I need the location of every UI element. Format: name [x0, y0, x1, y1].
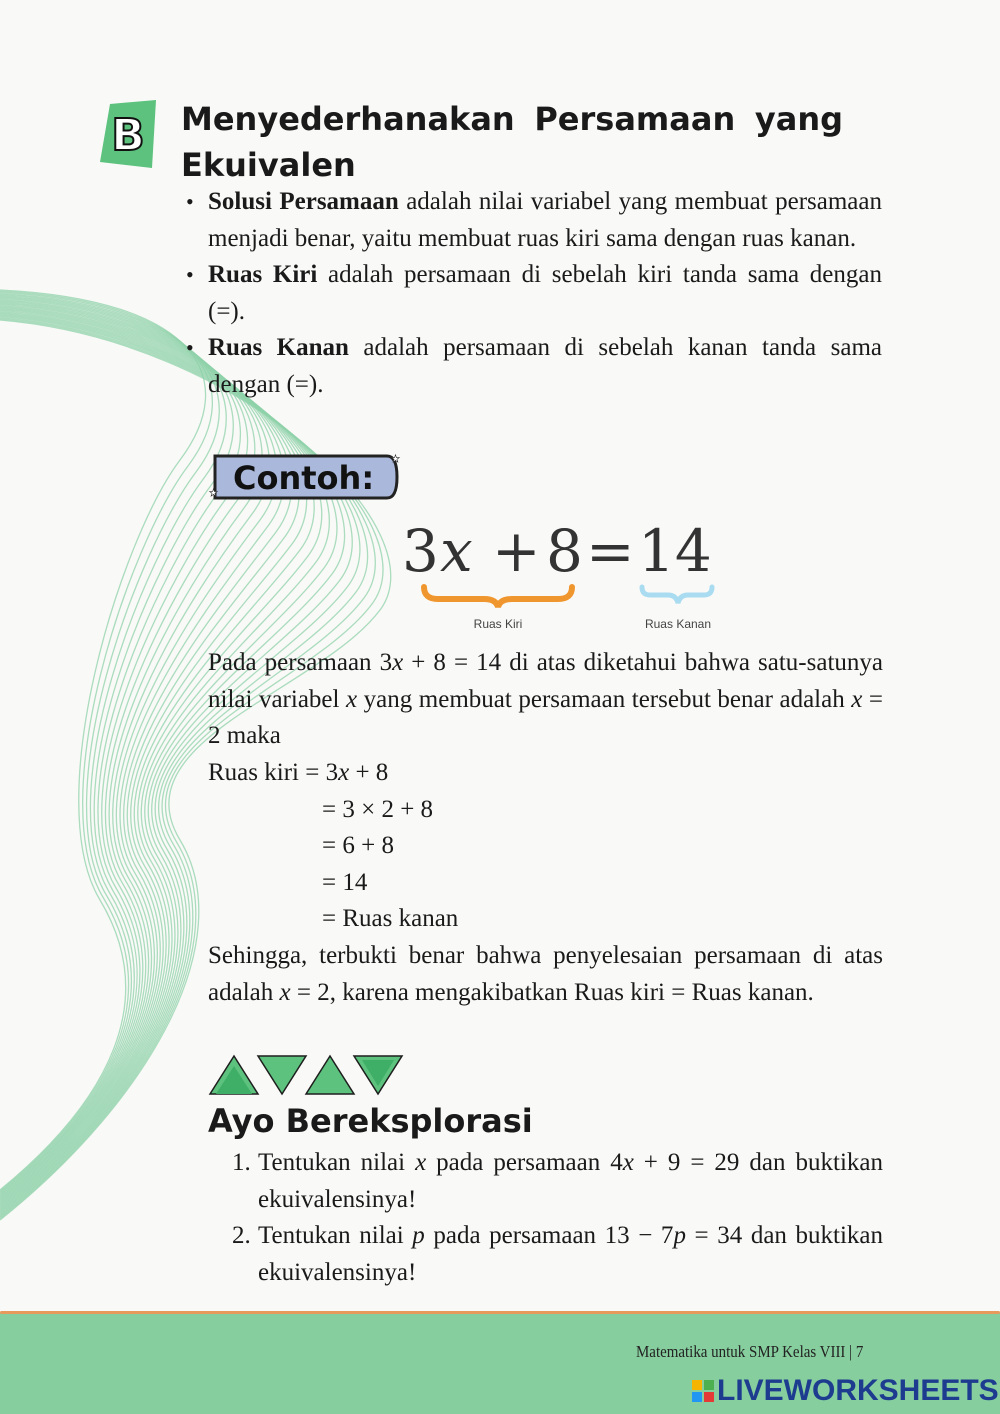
task-item	[232, 1145, 883, 1218]
left-brace	[424, 587, 572, 607]
triangles-decoration	[208, 1054, 404, 1096]
calculation-steps	[208, 755, 458, 938]
calc-row	[208, 755, 458, 792]
text-run: pada persamaan 4	[426, 1149, 623, 1176]
liveworksheets-logo[interactable]	[692, 1374, 999, 1408]
text-run: + 8 = 14 di atas diketahui bahwa satu-satunya nilai variabel	[208, 649, 883, 713]
definition-term: Ruas Kanan	[208, 334, 349, 361]
variable: x	[622, 1149, 634, 1176]
task-item	[232, 1218, 883, 1291]
variable: x	[346, 685, 358, 713]
definition-text: adalah persamaan di sebelah kiri tanda sama dengan (=).	[208, 261, 882, 325]
variable: x	[392, 649, 404, 676]
variable: x	[338, 759, 350, 786]
variable: p	[673, 1222, 686, 1249]
brand-name: LIVEWORKSHEETS	[717, 1374, 999, 1407]
example-label: Contoh:	[233, 459, 375, 497]
equation-plus: +	[492, 517, 541, 585]
calc-row: = Ruas kanan	[322, 905, 459, 932]
text-run: = 2 maka	[208, 685, 883, 749]
text-run: + 8	[349, 759, 389, 786]
calc-row: = 3 × 2 + 8	[322, 795, 434, 823]
text-run: Tentukan nilai	[258, 1149, 416, 1176]
task-number: 2.	[232, 1222, 251, 1249]
example-equation	[400, 515, 730, 635]
text-run: pada persamaan 13 − 7	[424, 1222, 674, 1249]
definition-text: adalah nilai variabel yang membuat persamaan menjadi benar, yaitu membuat ruas kiri sama dengan ruas kanan.	[208, 188, 882, 252]
section-letter: B	[111, 110, 145, 161]
variable: x	[415, 1149, 427, 1176]
definition-term: Solusi Persamaan	[208, 188, 399, 215]
variable: x	[279, 978, 291, 1006]
equation-right: 14	[638, 517, 712, 585]
heading-line2: Ekuivalen	[181, 146, 356, 184]
star-icon: ★	[209, 488, 218, 499]
definition-item	[186, 257, 882, 330]
text-run: Sehingga, terbukti benar bahwa penyelesaian persamaan di atas adalah	[208, 942, 883, 1006]
definition-item	[186, 184, 882, 257]
text-run: Tentukan nilai	[258, 1222, 413, 1249]
calc-row: = 14	[322, 868, 368, 896]
heading-word: Persamaan	[534, 100, 736, 138]
liveworksheets-icon	[692, 1380, 714, 1402]
equation-equals: =	[586, 517, 635, 585]
text-run: Pada persamaan 3	[208, 649, 393, 676]
text-run: Ruas kiri = 3	[208, 759, 339, 786]
star-icon: ★	[391, 454, 400, 465]
definition-item	[186, 330, 882, 403]
footer-divider	[0, 1311, 1000, 1314]
heading-word: Menyederhanakan	[181, 100, 515, 138]
text-run: = 2, karena mengakibatkan Ruas kiri = Ruas kanan.	[290, 978, 814, 1006]
text-run: + 9 = 29 dan buktikan ekuivalensinya!	[258, 1149, 883, 1213]
equation-left-coef: 3	[402, 517, 439, 585]
page-info: Matematika untuk SMP Kelas VIII | 7	[636, 1342, 864, 1361]
equation-constant: 8	[546, 517, 583, 585]
left-caption: Ruas Kiri	[473, 617, 523, 631]
section-badge-icon	[96, 98, 162, 176]
definition-term: Ruas Kiri	[208, 261, 318, 288]
exploration-tasks	[232, 1145, 883, 1291]
exploration-title: Ayo Bereksplorasi	[208, 1102, 533, 1140]
definition-list	[186, 184, 882, 403]
calc-row: = 6 + 8	[322, 832, 394, 859]
task-number: 1.	[232, 1149, 251, 1176]
text-run: = 34 dan buktikan ekuivalensinya!	[258, 1222, 883, 1286]
section-heading	[181, 96, 843, 188]
example-conclusion	[208, 938, 883, 1011]
heading-word: yang	[754, 100, 843, 138]
right-brace	[642, 587, 712, 603]
variable: x	[851, 685, 863, 713]
right-caption: Ruas Kanan	[644, 617, 712, 631]
definition-text: adalah persamaan di sebelah kanan tanda sama dengan (=).	[208, 334, 882, 398]
variable: p	[412, 1222, 425, 1249]
equation-variable: x	[440, 517, 473, 585]
text-run: yang membuat persamaan tersebut benar adalah	[357, 685, 852, 713]
example-explanation	[208, 645, 883, 755]
